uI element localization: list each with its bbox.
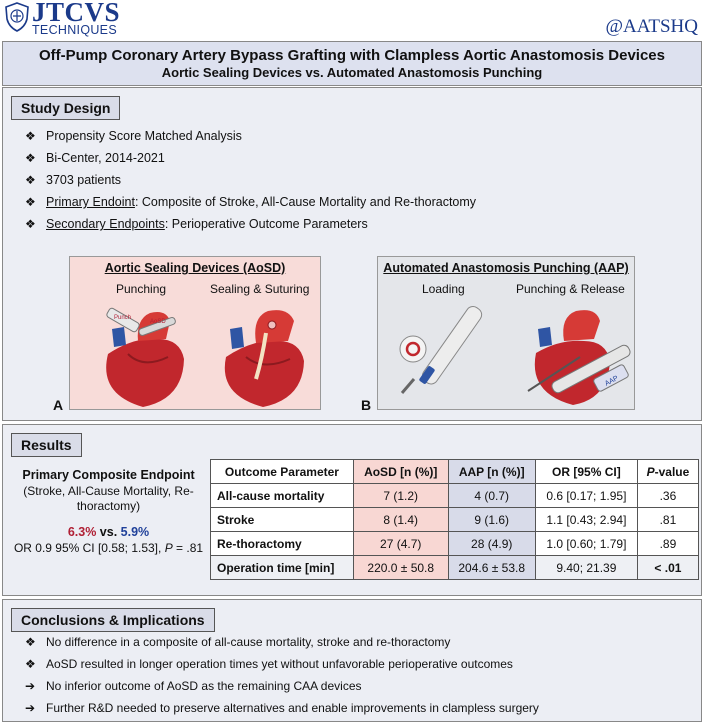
cell-aap: 204.6 ± 53.8	[448, 556, 535, 580]
cell-aosd: 27 (4.7)	[353, 532, 448, 556]
aosd-rate: 6.3%	[67, 525, 97, 539]
cell-aosd: 7 (1.2)	[353, 484, 448, 508]
row-label: Stroke	[211, 508, 354, 532]
diamond-bullet-icon: ❖	[25, 129, 36, 143]
cell-pvalue: .81	[637, 508, 698, 532]
secondary-endpoint-text: : Perioperative Outcome Parameters	[164, 217, 368, 231]
diamond-bullet-icon: ❖	[25, 173, 36, 187]
list-item	[25, 657, 539, 671]
aosd-panel-title: Aortic Sealing Devices (AoSD)	[104, 261, 286, 275]
bullet-text: No inferior outcome of AoSD as the remaining CAA devices	[46, 679, 362, 693]
table-row	[211, 484, 699, 508]
results-header: Results	[11, 433, 82, 457]
title-box	[2, 41, 702, 86]
page-title: Off-Pump Coronary Artery Bypass Grafting with Clampless Aortic Anastomosis Devices	[39, 47, 665, 64]
study-design-header: Study Design	[11, 96, 120, 120]
top-bar	[0, 0, 704, 38]
conclusions-panel	[2, 599, 702, 722]
cell-pvalue: < .01	[637, 556, 698, 580]
diamond-bullet-icon: ❖	[25, 217, 36, 231]
punch-tag: Punch	[114, 315, 132, 321]
list-item	[25, 151, 476, 165]
bullet-text: 3703 patients	[46, 173, 122, 187]
table-row	[211, 508, 699, 532]
primary-endpoint-label: Primary Endoint	[46, 195, 135, 209]
bullet-text: No difference in a composite of all-cause mortality, stroke and re-thoractomy	[46, 635, 451, 649]
cell-or: 1.1 [0.43; 2.94]	[535, 508, 637, 532]
aosd-caption-punching: Punching	[116, 282, 167, 296]
p-label: P	[164, 541, 173, 555]
cell-pvalue: .36	[637, 484, 698, 508]
study-design-panel	[2, 87, 702, 421]
aosd-illustration-panel	[69, 256, 321, 410]
primary-endpoint-text: : Composite of Stroke, All-Cause Mortality and Re-thoractomy	[134, 195, 477, 209]
heart-sealing-illustration	[208, 299, 318, 409]
primary-endpoint-summary	[11, 468, 206, 555]
col-header-aosd: AoSD [n (%)]	[353, 460, 448, 484]
diamond-bullet-icon: ❖	[25, 195, 36, 209]
cell-aap: 9 (1.6)	[448, 508, 535, 532]
endpoint-subtitle: (Stroke, All-Cause Mortality, Re-thoractomy)	[23, 484, 194, 513]
list-item	[25, 195, 476, 209]
bullet-text: Propensity Score Matched Analysis	[46, 129, 242, 143]
heart-punching-illustration	[88, 299, 198, 409]
results-panel	[2, 424, 702, 596]
table-row	[211, 556, 699, 580]
odds-ratio-text	[11, 541, 206, 555]
list-item	[25, 635, 539, 649]
list-item	[25, 173, 476, 187]
p-value-text: = .81	[172, 541, 204, 555]
col-header-outcome: Outcome Parameter	[211, 460, 354, 484]
cell-aosd: 220.0 ± 50.8	[353, 556, 448, 580]
row-label: Re-thoractomy	[211, 532, 354, 556]
aap-caption-loading: Loading	[422, 282, 465, 296]
conclusions-header: Conclusions & Implications	[11, 608, 215, 632]
diamond-bullet-icon: ❖	[25, 635, 36, 649]
col-header-aap: AAP [n (%)]	[448, 460, 535, 484]
aap-tag: AAP	[603, 374, 620, 388]
vs-text: vs.	[96, 525, 121, 539]
aosd-caption-sealing: Sealing & Suturing	[210, 282, 310, 296]
endpoint-rates	[11, 525, 206, 539]
journal-seal-icon	[4, 2, 30, 32]
or-ci-text: OR 0.9 95% CI [0.58; 1.53],	[13, 541, 165, 555]
bullet-text: Bi-Center, 2014-2021	[46, 151, 165, 165]
list-item	[25, 217, 476, 231]
list-item	[25, 129, 476, 143]
secondary-endpoint-label: Secondary Endpoints	[46, 217, 165, 231]
row-label: All-cause mortality	[211, 484, 354, 508]
table-header-row	[211, 460, 699, 484]
list-item	[25, 679, 539, 693]
page-subtitle: Aortic Sealing Devices vs. Automated Anastomosis Punching	[161, 65, 543, 80]
arrow-bullet-icon: ➔	[25, 701, 36, 715]
panel-letter-a: A	[53, 397, 64, 413]
cell-aap: 4 (0.7)	[448, 484, 535, 508]
journal-logo	[32, 0, 120, 37]
aap-punching-illustration	[518, 301, 634, 407]
journal-section: TECHNIQUES	[32, 23, 117, 37]
conclusions-list	[25, 635, 539, 723]
endpoint-title: Primary Composite Endpoint	[22, 468, 195, 482]
journal-name: JTCVS	[32, 0, 121, 27]
col-header-or: OR [95% CI]	[535, 460, 637, 484]
aap-caption-punching: Punching & Release	[516, 282, 625, 296]
diamond-bullet-icon: ❖	[25, 657, 36, 671]
col-header-pvalue: P-value	[637, 460, 698, 484]
aap-rate: 5.9%	[120, 525, 150, 539]
row-label: Operation time [min]	[211, 556, 354, 580]
panel-letter-b: B	[361, 397, 372, 413]
arrow-bullet-icon: ➔	[25, 679, 36, 693]
cell-pvalue: .89	[637, 532, 698, 556]
bullet-text: AoSD resulted in longer operation times yet without unfavorable perioperative outcomes	[46, 657, 513, 671]
aap-loading-illustration	[388, 301, 498, 407]
diamond-bullet-icon: ❖	[25, 151, 36, 165]
cell-aap: 28 (4.9)	[448, 532, 535, 556]
aap-illustration-panel	[377, 256, 635, 410]
cell-or: 0.6 [0.17; 1.95]	[535, 484, 637, 508]
aap-panel-title: Automated Anastomosis Punching (AAP)	[383, 261, 629, 275]
study-design-list	[25, 129, 476, 239]
social-handle: @AATSHQ	[605, 16, 698, 37]
table-row	[211, 532, 699, 556]
cell-or: 9.40; 21.39	[535, 556, 637, 580]
cell-or: 1.0 [0.60; 1.79]	[535, 532, 637, 556]
cell-aosd: 8 (1.4)	[353, 508, 448, 532]
results-table	[210, 459, 699, 580]
list-item	[25, 701, 539, 715]
bullet-text: Further R&D needed to preserve alternatives and enable improvements in clampless surgery	[46, 701, 539, 715]
aosd-tag: AoSD	[150, 319, 166, 325]
